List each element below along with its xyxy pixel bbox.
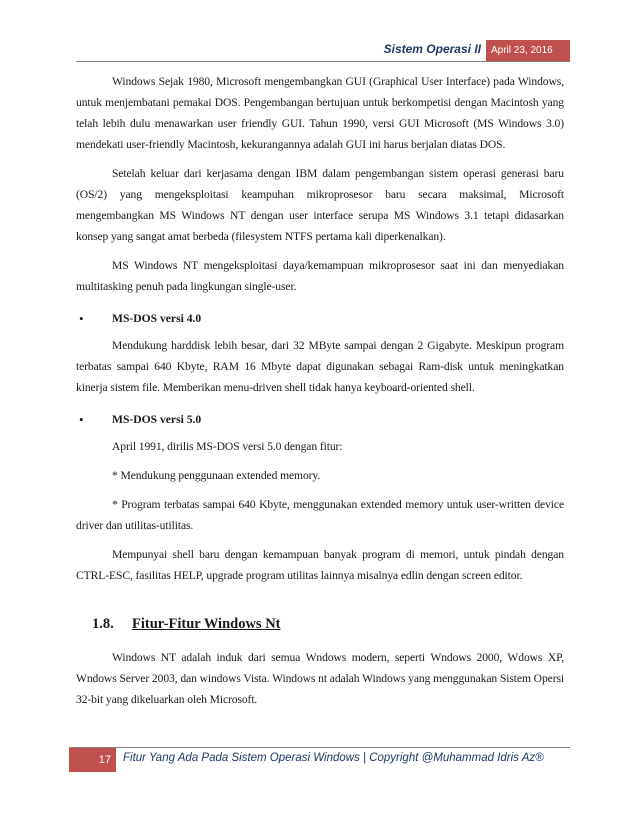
footer-text: Fitur Yang Ada Pada Sistem Operasi Windows | Copyright @Muhammad Idris Az®: [123, 752, 544, 764]
paragraph-msdos-5-feature-2: * Program terbatas sampai 640 Kbyte, menggunakan extended memory untuk user-written device driver dan utilitas-utilitas.: [76, 498, 564, 532]
bullet-msdos-5: [76, 409, 564, 430]
page-footer: [69, 747, 570, 772]
header-title: Sistem Operasi II: [383, 42, 481, 56]
bullet-icon: •: [79, 310, 84, 326]
bullet-icon: •: [79, 411, 84, 427]
section-title: Fitur-Fitur Windows Nt: [132, 616, 281, 632]
page-number: 17: [69, 748, 116, 772]
paragraph-msdos-5-release: April 1991, dirilis MS-DOS versi 5.0 dengan fitur:: [112, 440, 343, 453]
paragraph-msdos-5-shell: Mempunyai shell baru dengan kemampuan banyak program di memori, untuk pindah dengan CTRL-ESC, fasilitas HELP, upgrade program utilitas lainnya misalnya edlin dengan screen editor.: [76, 548, 564, 582]
paragraph-windows-history: Windows Sejak 1980, Microsoft mengembangkan GUI (Graphical User Interface) pada Windows, untuk menjembatani pemakai DOS. Pengembangan bertujuan untuk berkompetisi dengan Macintosh yang telah lebih dulu menawarkan user friendly GUI. Tahun 1990, versi GUI Microsoft (MS Windows 3.0) mendekati user-friendly Macintosh, kekurangannya adalah GUI ini harus berjalan diatas DOS.: [76, 75, 564, 151]
section-number: 1.8.: [92, 616, 114, 632]
paragraph-msdos-4: Mendukung harddisk lebih besar, dari 32 MByte sampai dengan 2 Gigabyte. Meskipun program terbatas sampai 640 Kbyte, RAM 16 Mbyte dapat digunakan sebagai Ram-disk untuk meningkatkan kinerja sistem file. Memberikan menu-driven shell tidak hanya keyboard-oriented shell.: [76, 339, 564, 394]
header-date: April 23, 2016: [486, 40, 570, 61]
bullet-label: MS-DOS versi 4.0: [112, 312, 202, 325]
paragraph-windows-nt-multitasking: MS Windows NT mengeksploitasi daya/kemampuan mikroprosesor saat ini dan menyediakan multitasking penuh pada lingkungan single-user.: [76, 259, 564, 293]
paragraph-windows-nt-development: Setelah keluar dari kerjasama dengan IBM dalam pengembangan sistem operasi generasi baru (OS/2) yang mengeksploitasi keampuhan mikroprosesor baru secara maksimal, Microsoft mengembangkan MS Windows NT dengan user interface serupa MS Windows 3.1 tetapi didasarkan konsep yang sangat amat berbeda (filesystem NTFS pertama kali diperkenalkan).: [76, 167, 564, 243]
paragraph-msdos-5-feature-1: * Mendukung penggunaan extended memory.: [112, 469, 321, 482]
bullet-msdos-4: [76, 308, 564, 329]
bullet-label: MS-DOS versi 5.0: [112, 413, 202, 426]
page-header: [76, 41, 570, 62]
page-content: [76, 71, 564, 710]
section-heading: [92, 616, 564, 633]
paragraph-windows-nt-features: Windows NT adalah induk dari semua Wndows modern, seperti Wndows 2000, Wdows XP, Wndows Server 2003, dan windows Vista. Windows nt adalah Windows yang menggunakan Sistem Opersi 32-bit yang dikeluarkan oleh Microsoft.: [76, 651, 564, 706]
